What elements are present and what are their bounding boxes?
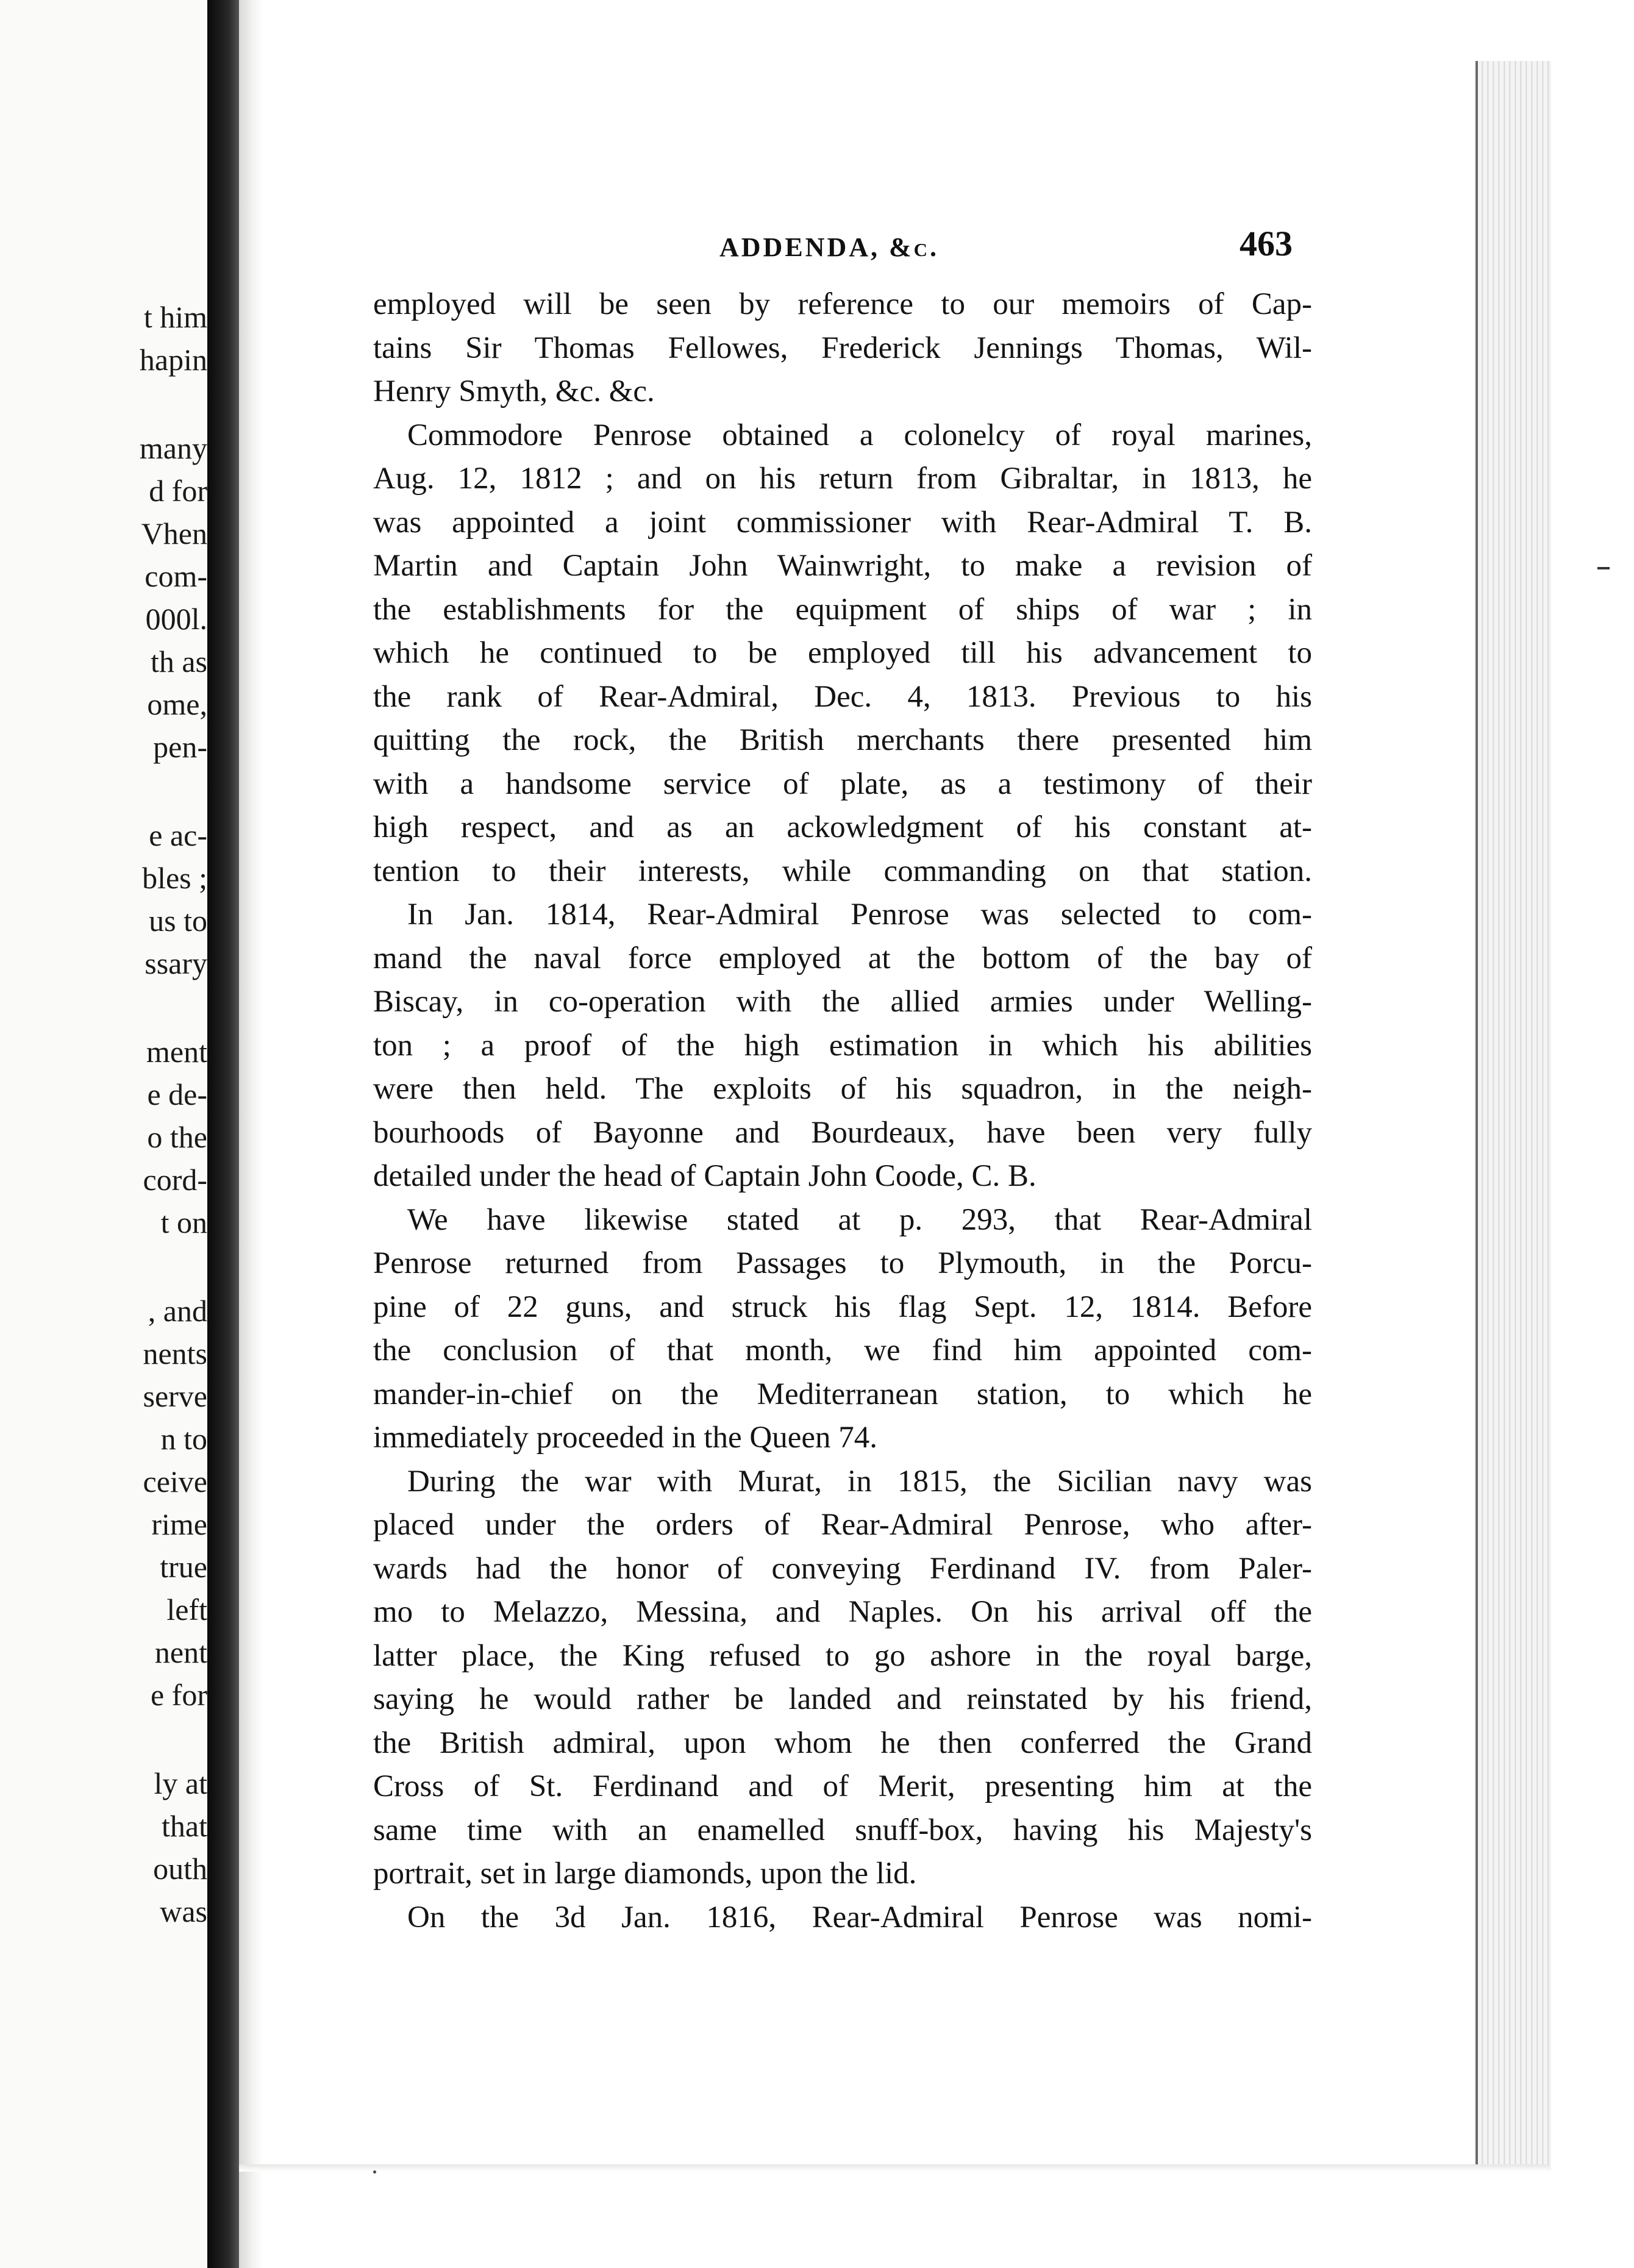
left-page-fragment: d for (149, 474, 207, 508)
text-line: placed under the orders of Rear-Admiral Penrose, who after- (373, 1508, 1312, 1542)
text-line: with a handsome service of plate, as a testimony of their (373, 766, 1312, 801)
text-line: tention to their interests, while commanding on that station. (373, 854, 1312, 888)
text-line: were then held. The exploits of his squadron, in the neigh- (373, 1072, 1312, 1106)
text-line: Commodore Penrose obtained a colonelcy of royal marines, (407, 418, 1312, 452)
text-line: quitting the rock, the British merchants there presented him (373, 723, 1312, 757)
left-page-fragment: serve (143, 1379, 207, 1413)
text-line: high respect, and as an ackowledgment of his constant at- (373, 810, 1312, 844)
left-page-fragment: e ac- (149, 818, 207, 852)
left-page-fragment: ome, (147, 687, 207, 721)
page-block-edge (1475, 61, 1551, 2170)
text-line: latter place, the King refused to go ashore in the royal barge, (373, 1638, 1312, 1673)
text-line: the rank of Rear-Admiral, Dec. 4, 1813. Previous to his (373, 679, 1312, 714)
text-line: Martin and Captain John Wainwright, to make a revision of (373, 549, 1312, 583)
text-line: saying he would rather be landed and reinstated by his friend, (373, 1682, 1312, 1716)
text-line: the establishments for the equipment of ships of war ; in (373, 592, 1312, 627)
text-line: bourhoods of Bayonne and Bourdeaux, have been very fully (373, 1115, 1312, 1150)
text-line: which he continued to be employed till his advancement to (373, 636, 1312, 670)
page-number: 463 (1240, 224, 1293, 263)
text-line: detailed under the head of Captain John Coode, C. B. (373, 1159, 1036, 1193)
left-page-fragment: rime (151, 1507, 207, 1541)
text-line: In Jan. 1814, Rear-Admiral Penrose was selected to com- (407, 897, 1312, 932)
gutter-fade (239, 0, 263, 2268)
page-body-text (373, 283, 1312, 1939)
page-bottom-edge (239, 2164, 1550, 2172)
text-line: tains Sir Thomas Fellowes, Frederick Jennings Thomas, Wil- (373, 330, 1312, 365)
left-page-fragment: o the (147, 1120, 207, 1154)
left-page-fragment: was (160, 1894, 207, 1928)
left-page-fragment: t him (143, 300, 207, 334)
text-line: mander-in-chief on the Mediterranean station, to which he (373, 1377, 1312, 1411)
text-line: mand the naval force employed at the bottom of the bay of (373, 941, 1312, 975)
left-facing-page (0, 0, 207, 2268)
left-page-fragment: com- (144, 559, 207, 593)
running-title: ADDENDA, &c. (719, 232, 940, 262)
left-page-fragment: pen- (153, 730, 207, 764)
left-page-fragment: outh (153, 1852, 207, 1886)
text-line: Henry Smyth, &c. &c. (373, 374, 655, 408)
text-line: We have likewise stated at p. 293, that Rear-Admiral (407, 1202, 1312, 1237)
left-page-fragment: hapin (139, 343, 207, 377)
text-line: portrait, set in large diamonds, upon the lid. (373, 1856, 917, 1891)
left-page-fragment: many (139, 431, 207, 465)
left-page-fragment: nents (143, 1336, 207, 1371)
text-line: Aug. 12, 1812 ; and on his return from Gibraltar, in 1813, he (373, 462, 1312, 496)
left-page-fragment: ment (146, 1035, 207, 1069)
left-page-fragment: n to (160, 1422, 207, 1456)
left-page-fragment: , and (148, 1294, 207, 1328)
left-page-fragment: Vhen (141, 516, 207, 551)
left-page-fragment: t on (160, 1205, 207, 1239)
text-line: was appointed a joint commissioner with Rear-Admiral T. B. (373, 505, 1312, 540)
text-line: ton ; a proof of the high estimation in which his abilities (373, 1028, 1312, 1063)
left-page-fragment: cord- (143, 1163, 207, 1197)
text-line: wards had the honor of conveying Ferdinand IV. from Paler- (373, 1551, 1312, 1586)
text-line: Biscay, in co-operation with the allied armies under Welling- (373, 985, 1312, 1019)
text-line: the conclusion of that month, we find him appointed com- (373, 1333, 1312, 1368)
text-line: employed will be seen by reference to our memoirs of Cap- (373, 287, 1312, 321)
text-line: the British admiral, upon whom he then conferred the Grand (373, 1725, 1312, 1760)
text-line: same time with an enamelled snuff-box, having his Majesty's (373, 1813, 1312, 1847)
text-line: Penrose returned from Passages to Plymouth, in the Porcu- (373, 1246, 1312, 1280)
left-page-fragment: left (166, 1592, 207, 1627)
running-head (378, 223, 1293, 272)
ink-speck (373, 2170, 376, 2174)
text-line: pine of 22 guns, and struck his flag Sept. 12, 1814. Before (373, 1289, 1312, 1324)
margin-mark (1597, 567, 1610, 569)
left-page-fragment: ly at (154, 1766, 207, 1800)
text-line: mo to Melazzo, Messina, and Naples. On his arrival off the (373, 1595, 1312, 1629)
left-page-fragment: ceive (143, 1464, 207, 1499)
left-page-fragment: th as (150, 644, 207, 679)
left-page-fragment: us to (149, 904, 207, 938)
text-line: On the 3d Jan. 1816, Rear-Admiral Penrose was nomi- (407, 1900, 1312, 1935)
left-page-fragment: e de- (147, 1077, 207, 1111)
left-page-fragment: bles ; (142, 861, 207, 895)
book-gutter-shadow (207, 0, 239, 2268)
left-page-fragment: that (162, 1809, 207, 1843)
text-line: During the war with Murat, in 1815, the Sicilian navy was (407, 1464, 1312, 1499)
left-page-fragment: e for (151, 1678, 207, 1712)
left-page-fragment: 000l. (145, 602, 207, 636)
left-page-fragment: nent (154, 1635, 207, 1669)
left-page-fragment: ssary (144, 946, 207, 980)
text-line: Cross of St. Ferdinand and of Merit, presenting him at the (373, 1769, 1312, 1803)
text-line: immediately proceeded in the Queen 74. (373, 1421, 878, 1455)
left-page-fragment: true (160, 1550, 207, 1584)
